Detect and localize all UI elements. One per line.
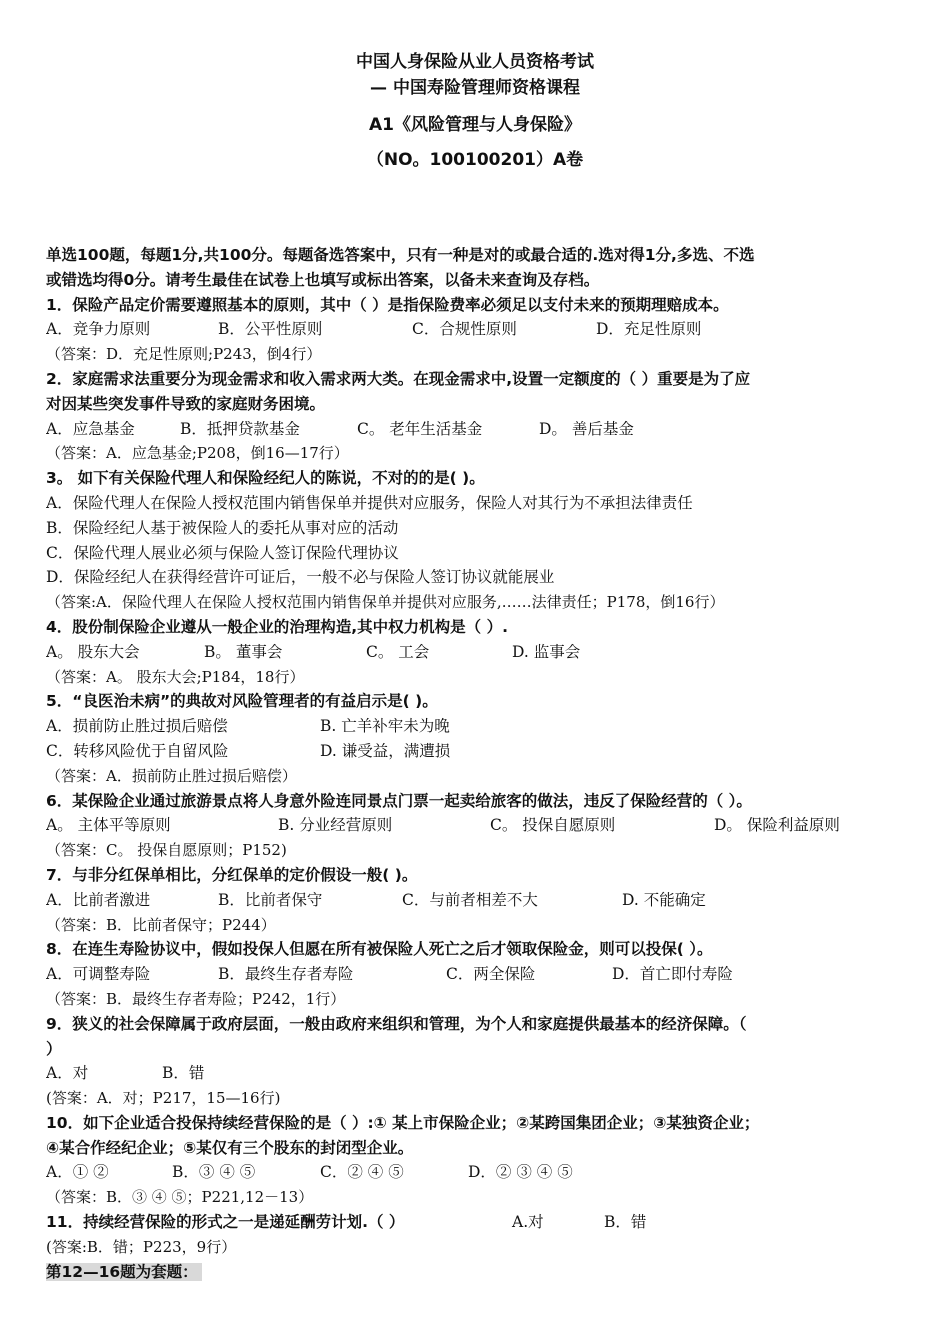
question-4-stem: 4．股份制保险企业遵从一般企业的治理构造,其中权力机构是（ ）.	[46, 617, 508, 636]
option-b: B．比前者保守	[218, 890, 323, 909]
option-d: D．首亡即付寿险	[612, 965, 733, 984]
question-9-stem-2: ）	[46, 1039, 62, 1058]
option-d: D. 谦受益，满遭损	[320, 741, 451, 760]
question-1-options	[46, 317, 916, 342]
question-6-answer: （答案：C。 投保自愿原则；P152)	[46, 841, 287, 860]
question-7-options	[46, 888, 916, 913]
question-11-stem: 11．持续经营保险的形式之一是递延酬劳计划.（ ）	[46, 1213, 405, 1232]
question-8-stem: 8．在连生寿险协议中，假如投保人但愿在所有被保险人死亡之后才领取保险金，则可以投保( ）。	[46, 940, 713, 959]
title-line-4: （NO。100100201）A卷	[366, 150, 584, 170]
question-7-answer: （答案：B．比前者保守；P244）	[46, 915, 276, 934]
option-a: A.对	[512, 1213, 544, 1232]
option-a: A．应急基金	[46, 419, 135, 438]
question-8-options	[46, 962, 916, 987]
question-4-answer: （答案：A。 股东大会;P184，18行）	[46, 667, 305, 686]
option-d: D．充足性原则	[596, 320, 702, 339]
question-3-option-c: C．保险代理人展业必须与保险人签订保险代理协议	[46, 543, 399, 562]
group-title-line	[46, 1260, 916, 1285]
option-a: A．可调整寿险	[46, 965, 151, 984]
exam-content	[46, 243, 916, 1284]
question-9-answer: (答案：A．对；P217，15—16行)	[46, 1089, 281, 1108]
option-b: B．错	[604, 1213, 647, 1232]
option-a: A。 股东大会	[46, 642, 140, 661]
option-a: A．竞争力原则	[46, 320, 151, 339]
option-c: C。 工会	[366, 642, 430, 661]
option-b: B. 亡羊补牢未为晚	[320, 717, 450, 736]
option-d: D. 监事会	[512, 642, 581, 661]
question-3-answer: （答案:A．保险代理人在保险人授权范围内销售保单并提供对应服务,……法律责任；P178，倒16行）	[46, 593, 725, 612]
question-5-stem: 5．“良医治未病”的典故对风险管理者的有益启示是( )。	[46, 692, 438, 711]
question-2-stem-1: 2．家庭需求法重要分为现金需求和收入需求两大类。在现金需求中,设置一定额度的（ ）重要是为了应	[46, 369, 751, 388]
question-5-options-ab	[46, 714, 916, 739]
question-3-option-a: A．保险代理人在保险人授权范围内销售保单并提供对应服务，保险人对其行为不承担法律责任	[46, 493, 693, 512]
question-6-stem: 6．某保险企业通过旅游景点将人身意外险连同景点门票一起卖给旅客的做法，违反了保险经营的（ ）。	[46, 791, 752, 810]
question-3-option-b: B．保险经纪人基于被保险人的委托从事对应的活动	[46, 518, 399, 537]
question-5-answer: （答案：A．损前防止胜过损后赔偿）	[46, 766, 297, 785]
option-b: B．公平性原则	[218, 320, 323, 339]
question-1-stem: 1．保险产品定价需要遵照基本的原则，其中（ ）是指保险费率必须足以支付未来的预期理赔成本。	[46, 295, 729, 314]
option-a: A。 主体平等原则	[46, 816, 171, 835]
question-3-stem: 3。 如下有关保险代理人和保险经纪人的陈说，不对的的是( )。	[46, 469, 485, 488]
question-2-options	[46, 417, 916, 442]
title-line-2: — 中国寿险管理师资格课程	[370, 78, 580, 98]
question-7-stem: 7．与非分红保单相比，分红保单的定价假设一般( )。	[46, 865, 418, 884]
option-b: B. 分业经营原则	[278, 816, 393, 835]
group-title: 第12—16题为套题：	[46, 1263, 202, 1281]
option-c: C．② ④ ⑤	[320, 1163, 404, 1182]
instructions-line-2: 或错选均得0分。请考生最佳在试卷上也填写或标出答案，以备未来查询及存档。	[46, 270, 600, 289]
question-11-line	[46, 1210, 916, 1235]
option-c: C．转移风险优于自留风险	[46, 741, 229, 760]
option-c: C。 投保自愿原则	[490, 816, 616, 835]
option-d: D。 善后基金	[539, 419, 634, 438]
option-a: A．比前者激进	[46, 890, 151, 909]
question-10-options	[46, 1160, 916, 1185]
question-3-option-d: D．保险经纪人在获得经营许可证后，一般不必与保险人签订协议就能展业	[46, 568, 555, 587]
title-line-3: A1《风险管理与人身保险》	[369, 115, 581, 135]
question-6-options	[46, 813, 916, 838]
question-11-answer: (答案:B．错；P223，9行）	[46, 1237, 237, 1256]
question-10-stem-2: ④某合作经纪企业；⑤某仅有三个股东的封闭型企业。	[46, 1138, 414, 1157]
option-c: C．与前者相差不大	[402, 890, 538, 909]
option-d: D。 保险利益原则	[714, 816, 840, 835]
option-c: C。 老年生活基金	[357, 419, 483, 438]
option-d: D. 不能确定	[622, 890, 706, 909]
option-d: D．② ③ ④ ⑤	[468, 1163, 573, 1182]
question-5-options-cd	[46, 739, 916, 764]
option-b: B．抵押贷款基金	[180, 419, 300, 438]
option-c: C．两全保险	[446, 965, 536, 984]
title-line-1: 中国人身保险从业人员资格考试	[356, 52, 594, 72]
question-2-stem-2: 对因某些突发事件导致的家庭财务困境。	[46, 394, 326, 413]
question-9-options	[46, 1061, 916, 1086]
instructions-line-1: 单选100题，每题1分,共100分。每题备选答案中，只有一种是对的或最合适的.选对得1分,多选、不选	[46, 246, 755, 264]
option-a: A．损前防止胜过损后赔偿	[46, 717, 228, 736]
option-b: B．错	[162, 1064, 205, 1083]
question-1-answer: （答案：D．充足性原则;P243，倒4行）	[46, 345, 322, 364]
question-8-answer: （答案：B．最终生存者寿险；P242，1行）	[46, 989, 346, 1008]
question-10-stem-1: 10．如下企业适合投保持续经营保险的是（ ）:① 某上市保险企业；②某跨国集团企业；③某独资企业；	[46, 1113, 760, 1132]
option-a: A．对	[46, 1064, 89, 1083]
option-b: B。 董事会	[204, 642, 283, 661]
option-b: B．③ ④ ⑤	[172, 1163, 256, 1182]
option-b: B．最终生存者寿险	[218, 965, 354, 984]
question-2-answer: （答案：A．应急基金;P208，倒16—17行）	[46, 444, 349, 463]
option-a: A．① ②	[46, 1163, 109, 1182]
question-4-options	[46, 640, 916, 665]
question-10-answer: （答案：B．③ ④ ⑤；P221,12－13）	[46, 1188, 314, 1207]
option-c: C．合规性原则	[412, 320, 517, 339]
question-9-stem-1: 9．狭义的社会保障属于政府层面，一般由政府来组织和管理，为个人和家庭提供最基本的经济保障。（	[46, 1014, 747, 1033]
